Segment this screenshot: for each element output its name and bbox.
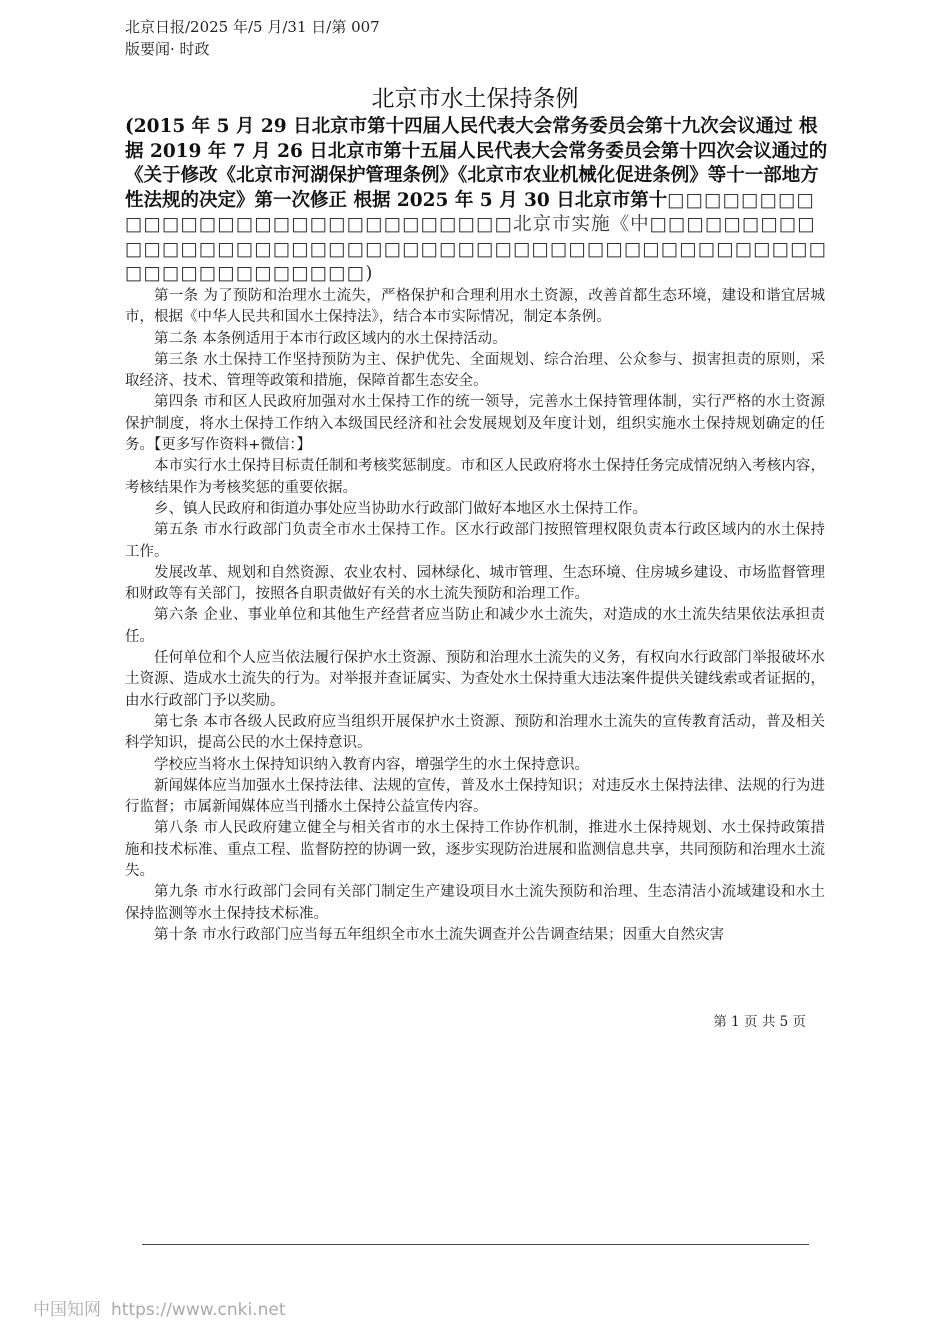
watermark-cn: 中国知网	[33, 1300, 101, 1320]
paragraph: 第十条 市水行政部门应当每五年组织全市水土流失调查并公告调查结果；因重大自然灾害	[154, 926, 725, 943]
document-title: 北京市水土保持条例	[371, 86, 579, 112]
paragraph: 第四条 市和区人民政府加强对水土保持工作的统一领导，完善水土保持管理体制，实行严格的水土资源保护制度，将水土保持工作纳入本级国民经济和社会发展规划及年度计划，组织实施水土保持规划确定的任务。【更多写作资料+微信：】	[125, 394, 825, 454]
paragraph: 第三条 水土保持工作坚持预防为主、保护优先、全面规划、综合治理、公众参与、损害担责的原则，采取经济、技术、管理等政策和措施，保障首都生态安全。	[125, 351, 825, 390]
subtitle-garbled-tail: □□□□□□□□□□□□□□□□□□□□□□□□□□□□□北京市实施《中□□□□□□□□□□□□□□□□□□□□□□□□□□□□□□□□□□□□□□□□□□□□□□□□□□□□□□□□□□□□)	[125, 189, 828, 284]
paragraph: 任何单位和个人应当依法履行保护水土资源、预防和治理水土流失的义务，有权向水行政部门举报破坏水土资源、造成水土流失的行为。对举报并查证属实、为查处水土保持重大违法案件提供关键线索或者证据的，由水行政部门予以奖励。	[125, 650, 825, 709]
paragraph: 第六条 企业、事业单位和其他生产经营者应当防止和减少水土流失，对造成的水土流失结果依法承担责任。	[125, 607, 825, 645]
paragraph: 第二条 本条例适用于本市行政区域内的水土保持活动。	[154, 330, 507, 347]
subtitle-text: (2015 年 5 月 29 日北京市第十四届人民代表大会常务委员会第十九次会议通过 根据 2019 年 7 月 26 日北京市第十五届人民代表大会常务委员会第十四次会议通过的《关于修改《北京市河湖保护管理条例》《北京市农业机械化促进条例》等十一部地方性法规的决定》第一次修正 根据 2025 年 5 月 30 日北京市第十	[125, 116, 828, 211]
paragraph: 学校应当将水土保持知识纳入教育内容，增强学生的水土保持意识。	[154, 756, 589, 773]
paragraph: 本市实行水土保持目标责任制和考核奖惩制度。市和区人民政府将水土保持任务完成情况纳入考核内容，考核结果作为考核奖惩的重要依据。	[125, 458, 825, 496]
paragraph: 第五条 市水行政部门负责全市水土保持工作。区水行政部门按照管理权限负责本行政区域内的水土保持工作。	[125, 522, 825, 560]
cnki-watermark	[33, 1295, 285, 1320]
paragraph: 第九条 市水行政部门会同有关部门制定生产建设项目水土流失预防和治理、生态清洁小流域建设和水土保持监测等水土保持技术标准。	[125, 884, 825, 922]
section-line: 版要闻· 时政	[125, 40, 210, 58]
paragraph: 乡、镇人民政府和街道办事处应当协助水行政部门做好本地区水土保持工作。	[154, 500, 647, 517]
watermark-url: https://www.cnki.net	[111, 1300, 286, 1320]
footer-divider	[142, 1244, 809, 1245]
paragraph: 新闻媒体应当加强水土保持法律、法规的宣传，普及水土保持知识；对违反水土保持法律、法规的行为进行监督；市属新闻媒体应当刊播水土保持公益宣传内容。	[125, 777, 825, 816]
paragraph: 第八条 市人民政府建立健全与相关省市的水土保持工作协作机制，推进水土保持规划、水土保持政策措施和技术标准、重点工程、监督防控的协调一致，逐步实现防治进展和监测信息共享，共同预防和治理水土流失。	[125, 820, 825, 880]
paragraph: 发展改革、规划和自然资源、农业农村、园林绿化、城市管理、生态环境、住房城乡建设、市场监督管理和财政等有关部门，按照各自职责做好有关的水土流失预防和治理工作。	[125, 564, 825, 603]
publication-meta	[125, 16, 380, 60]
paragraph: 第七条 本市各级人民政府应当组织开展保护水土资源、预防和治理水土流失的宣传教育活动，普及相关科学知识，提高公民的水土保持意识。	[125, 713, 825, 752]
document-subtitle	[125, 115, 830, 287]
document-body	[125, 286, 825, 946]
source-line: 北京日报/2025 年/5 月/31 日/第 007	[125, 18, 380, 36]
page-indicator: 第 1 页 共 5 页	[713, 1014, 806, 1030]
paragraph: 第一条 为了预防和治理水土流失，严格保护和合理利用水土资源，改善首都生态环境，建设和谐宜居城市，根据《中华人民共和国水土保持法》，结合本市实际情况，制定本条例。	[125, 288, 825, 326]
